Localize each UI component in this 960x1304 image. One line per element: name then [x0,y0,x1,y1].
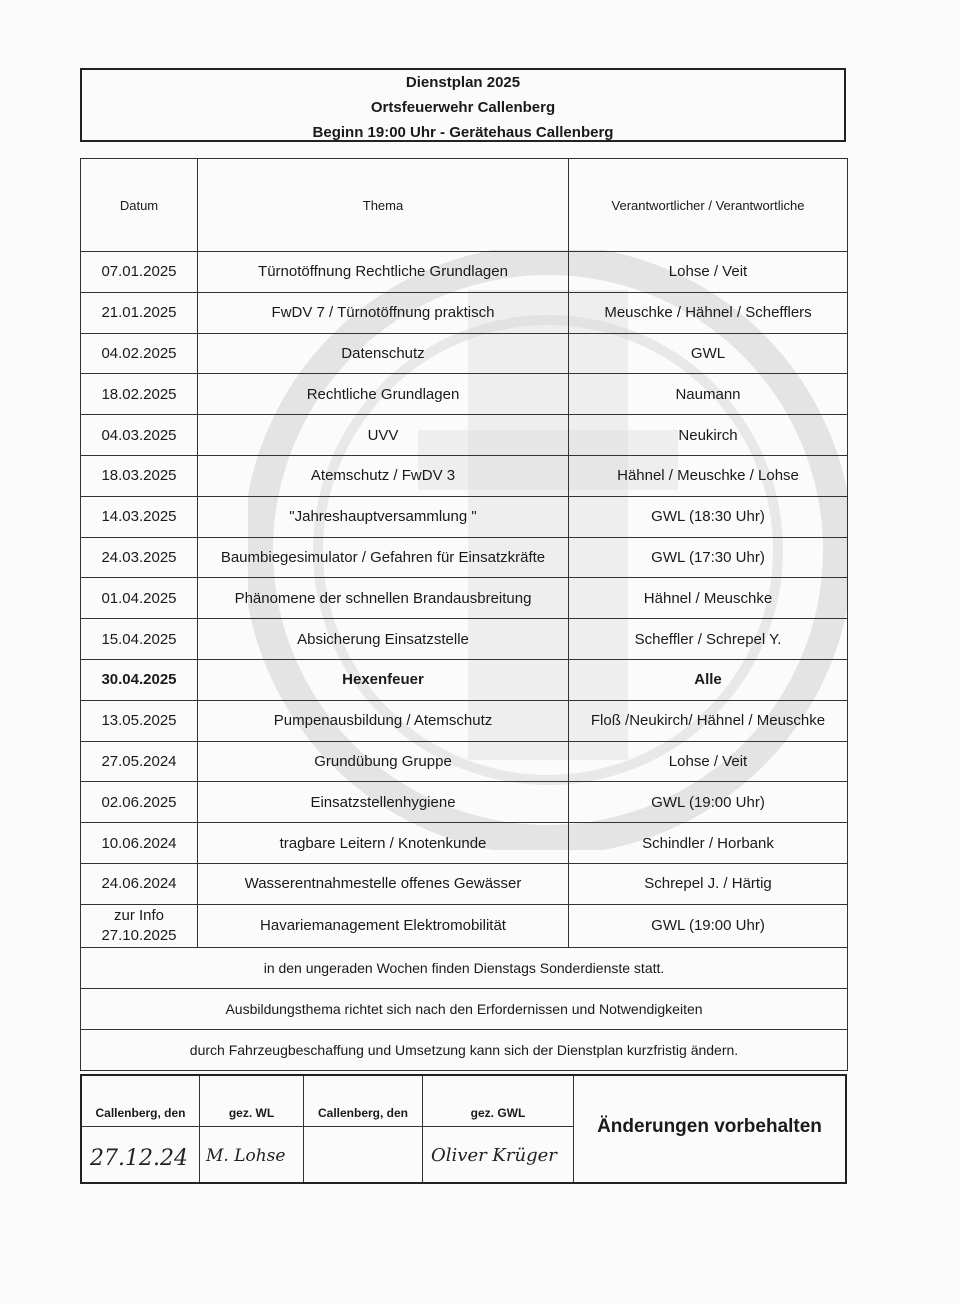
cell-date: 02.06.2025 [81,782,198,823]
cell-topic: Einsatzstellenhygiene [198,782,569,823]
svg-text:Oliver Krüger: Oliver Krüger [431,1145,557,1166]
cell-date [81,904,198,947]
note-row [81,947,848,988]
cell-responsible: Alle [569,659,848,700]
document-title: Dienstplan 2025 [405,74,521,91]
column-header-responsible: Verantwortlicher / Verantwortliche [569,159,848,252]
footer-sig-label-wl: gez. WL [228,1106,275,1120]
table-row [81,292,848,333]
table-row-info [81,904,848,947]
changes-reserved-note: Änderungen vorbehalten [597,1116,822,1137]
cell-responsible: GWL (17:30 Uhr) [569,537,848,578]
cell-responsible: Lohse / Veit [569,741,848,782]
cell-responsible: Lohse / Veit [569,252,848,293]
footer-place-date-wl [82,1076,200,1182]
cell-date: 30.04.2025 [81,659,198,700]
column-header-topic: Thema [198,159,569,252]
footer-place-label-2: Callenberg, den [317,1106,409,1120]
cell-responsible: Hähnel / Meuschke / Lohse [569,455,848,496]
cell-date: 13.05.2025 [81,700,198,741]
footer-sig-label-gwl: gez. GWL [470,1106,526,1120]
table-row [81,863,848,904]
table-header-row [81,159,848,252]
cell-topic: "Jahreshauptversammlung " [198,496,569,537]
signature-wl-field [200,1126,303,1182]
table-row [81,659,848,700]
cell-topic: Baumbiegesimulator / Gefahren für Einsatzkräfte [198,537,569,578]
cell-date: 27.05.2024 [81,741,198,782]
table-row [81,455,848,496]
handwritten-date [82,1127,199,1185]
table-row [81,537,848,578]
cell-date: 10.06.2024 [81,823,198,864]
cell-responsible: GWL (19:00 Uhr) [569,904,848,947]
cell-responsible: Meuschke / Hähnel / Schefflers [569,292,848,333]
handwritten-date-field [82,1126,199,1182]
start-info: Beginn 19:00 Uhr - Gerätehaus Callenberg [312,124,614,141]
cell-topic: Datenschutz [198,333,569,374]
cell-topic: Grundübung Gruppe [198,741,569,782]
cell-responsible: Hähnel / Meuschke [569,578,848,619]
cell-responsible: Neukirch [569,415,848,456]
table-row [81,619,848,660]
cell-topic: Türnotöffnung Rechtliche Grundlagen [198,252,569,293]
cell-responsible: Naumann [569,374,848,415]
cell-date: 14.03.2025 [81,496,198,537]
cell-topic: UVV [198,415,569,456]
note-text: in den ungeraden Wochen finden Dienstags Sonderdienste statt. [81,947,848,988]
cell-date: 21.01.2025 [81,292,198,333]
table-row [81,496,848,537]
cell-responsible: Schindler / Horbank [569,823,848,864]
note-row [81,1029,848,1070]
table-row [81,700,848,741]
table-row [81,782,848,823]
cell-date: 24.06.2024 [81,863,198,904]
header-box [80,68,846,142]
footer-place-date-gwl [304,1076,423,1182]
table-row [81,333,848,374]
cell-topic: Atemschutz / FwDV 3 [198,455,569,496]
svg-text:M. Lohse: M. Lohse [206,1146,286,1166]
cell-date: 04.03.2025 [81,415,198,456]
cell-topic: Phänomene der schnellen Brandausbreitung [198,578,569,619]
signature-wl [200,1127,303,1185]
cell-topic: Pumpenausbildung / Atemschutz [198,700,569,741]
cell-responsible: Schrepel J. / Härtig [569,863,848,904]
cell-topic: tragbare Leitern / Knotenkunde [198,823,569,864]
cell-date: 15.04.2025 [81,619,198,660]
info-date: 27.10.2025 [101,926,177,944]
cell-topic: FwDV 7 / Türnotöffnung praktisch [198,292,569,333]
cell-responsible: GWL [569,333,848,374]
cell-topic: Rechtliche Grundlagen [198,374,569,415]
schedule-table [80,158,848,1071]
footer-sig-gwl [423,1076,574,1182]
signature-footer [80,1074,847,1184]
cell-topic: Wasserentnahmestelle offenes Gewässer [198,863,569,904]
svg-text:27.12.24: 27.12.24 [90,1146,188,1171]
column-header-date: Datum [81,159,198,252]
empty-date-field [304,1126,422,1182]
table-row [81,374,848,415]
cell-topic: Hexenfeuer [198,659,569,700]
info-label: zur Info [113,906,165,924]
table-row [81,823,848,864]
table-row [81,252,848,293]
cell-date: 07.01.2025 [81,252,198,293]
organization-name: Ortsfeuerwehr Callenberg [370,99,556,116]
cell-responsible: GWL (18:30 Uhr) [569,496,848,537]
signature-gwl-field [423,1126,573,1182]
cell-topic: Havariemanagement Elektromobilität [198,904,569,947]
note-row [81,988,848,1029]
cell-date: 24.03.2025 [81,537,198,578]
note-text: durch Fahrzeugbeschaffung und Umsetzung kann sich der Dienstplan kurzfristig ändern. [81,1029,848,1070]
footer-place-label-1: Callenberg, den [95,1106,186,1120]
cell-date: 04.02.2025 [81,333,198,374]
cell-responsible: GWL (19:00 Uhr) [569,782,848,823]
cell-topic: Absicherung Einsatzstelle [198,619,569,660]
cell-date: 01.04.2025 [81,578,198,619]
cell-date: 18.02.2025 [81,374,198,415]
table-row [81,415,848,456]
table-row [81,578,848,619]
cell-responsible: Floß /Neukirch/ Hähnel / Meuschke [569,700,848,741]
cell-responsible: Scheffler / Schrepel Y. [569,619,848,660]
footer-sig-wl [200,1076,304,1182]
cell-date: 18.03.2025 [81,455,198,496]
table-row [81,741,848,782]
signature-gwl [423,1127,573,1185]
note-text: Ausbildungsthema richtet sich nach den Erfordernissen und Notwendigkeiten [81,988,848,1029]
